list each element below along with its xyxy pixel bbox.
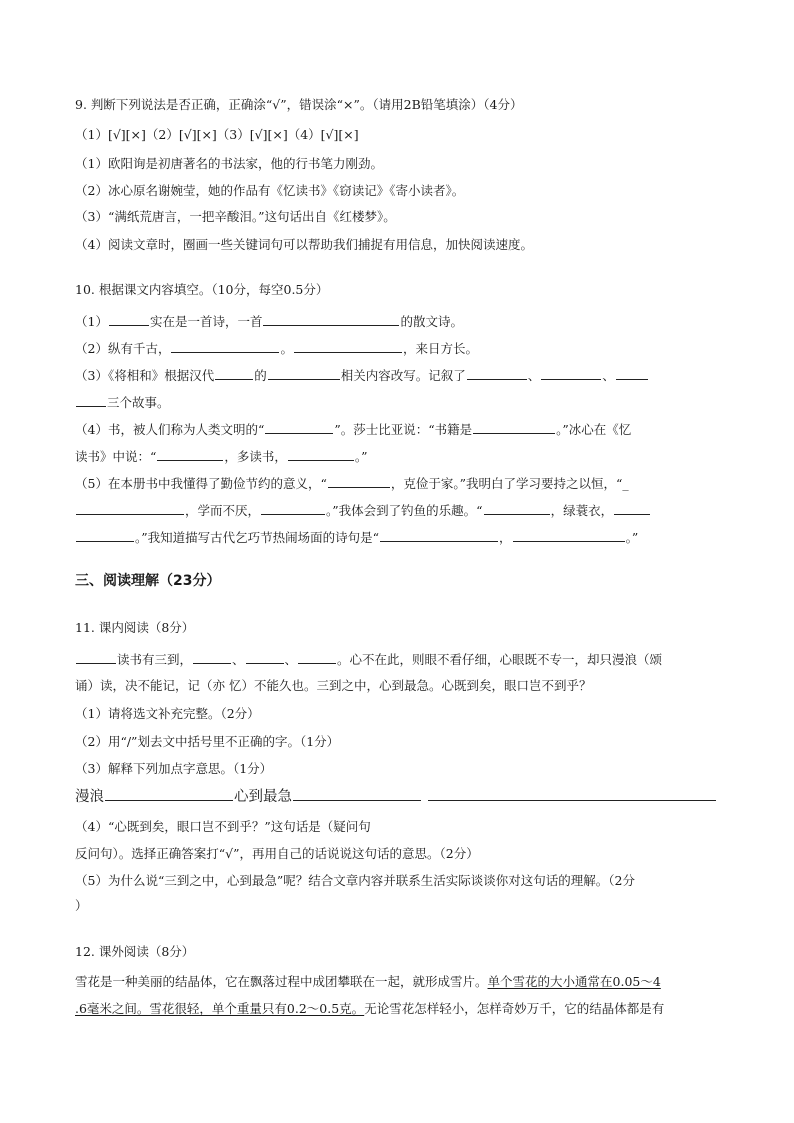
q10-line-9	[75, 528, 638, 547]
q10-line-7	[75, 474, 629, 493]
text: 实在是一首诗，一首	[149, 314, 263, 329]
answer-blank[interactable]	[473, 420, 555, 434]
text: 三个故事。	[107, 395, 170, 410]
q10-stem: 10. 根据课文内容填空。（10分，每空0.5分）	[75, 282, 329, 297]
exam-page	[75, 0, 725, 1123]
q9-answer-row: （1）[√][×]（2）[√][×]（3）[√][×]（4）[√][×]	[75, 127, 359, 142]
answer-blank[interactable]	[293, 787, 421, 801]
text: 、	[232, 652, 245, 667]
text: 相关内容改写。记叙了	[340, 368, 466, 383]
text: （3）《将相和》根据汉代	[75, 368, 215, 383]
text: 。”	[354, 449, 368, 464]
answer-blank[interactable]	[76, 528, 134, 542]
answer-blank[interactable]	[76, 501, 184, 515]
q11-stem: 11. 课内阅读（8分）	[75, 620, 195, 635]
q10-line-3	[75, 366, 649, 385]
answer-blank[interactable]	[541, 366, 601, 380]
text: ，来日方长。	[402, 341, 478, 356]
text: （1）	[75, 314, 108, 329]
answer-blank[interactable]	[380, 528, 498, 542]
answer-blank[interactable]	[171, 339, 279, 353]
answer-blank[interactable]	[246, 650, 284, 664]
q9-item-4: （4）阅读文章时，圈画一些关键词句可以帮助我们捕捉有用信息，加快阅读速度。	[75, 237, 533, 252]
answer-blank[interactable]	[263, 312, 399, 326]
q10-line-8	[75, 501, 651, 520]
text: 雪花是一种美丽的结晶体，它在飘落过程中成团攀联在一起，就形成雪片。	[75, 974, 488, 989]
answer-blank[interactable]	[467, 366, 527, 380]
q11-word-line	[75, 787, 717, 806]
answer-blank[interactable]	[105, 787, 233, 801]
text: ，克俭于家。”我明白了学习要持之以恒，“_	[390, 476, 629, 491]
text: 无论雪花怎样轻小，怎样奇妙万千，它的结晶体都是有	[364, 1001, 665, 1016]
text: （4）书，被人们称为人类文明的“	[75, 422, 265, 437]
text: 。”我体会到了钓鱼的乐趣。“	[326, 503, 483, 518]
answer-blank[interactable]	[616, 366, 648, 380]
answer-blank[interactable]	[265, 420, 333, 434]
text: （5）在本册书中我懂得了勤俭节约的意义，“	[75, 476, 327, 491]
q9-item-1: （1）欧阳询是初唐著名的书法家，他的行书笔力刚劲。	[75, 156, 383, 171]
text: ，绿蓑衣，	[550, 503, 614, 518]
answer-blank[interactable]	[298, 650, 336, 664]
word-manlang: 漫浪	[75, 789, 104, 805]
q10-line-5	[75, 420, 631, 439]
q11-sub-4b: 反问句）。选择正确答案打“√”，再用自己的话说说这句话的意思。（2分）	[75, 846, 479, 861]
answer-blank[interactable]	[157, 447, 223, 461]
answer-blank[interactable]	[268, 366, 340, 380]
text: 、	[284, 652, 298, 667]
underlined-text: .6毫米之间。雪花很轻，单个重量只有0.2～0.5克。	[75, 1001, 365, 1016]
answer-blank[interactable]	[328, 474, 390, 488]
answer-blank[interactable]	[76, 393, 106, 407]
text: 读书有三到，	[117, 652, 193, 667]
q10-line-1	[75, 312, 463, 331]
word-xindaozuiji: 心到最急	[234, 789, 292, 805]
text: 读书》中说：“	[75, 449, 157, 464]
q9-stem: 9. 判断下列说法是否正确，正确涂“√”，错误涂“×”。（请用2B铅笔填涂）（4分）	[75, 97, 523, 112]
text: ，学而不厌，	[185, 503, 261, 518]
text: 。”我知道描写古代乞巧节热闹场面的诗句是“	[135, 530, 380, 545]
q11-sub-5a: （5）为什么说“三到之中，心到最急”呢？结合文章内容并联系生活实际谈谈你对这句话的理解。（2分	[75, 873, 635, 888]
text: 的	[254, 368, 267, 383]
answer-blank[interactable]	[261, 501, 325, 515]
q11-sub-2: （2）用“/”划去文中括号里不正确的字。（1分）	[75, 734, 340, 749]
answer-blank[interactable]	[484, 501, 550, 515]
answer-blank[interactable]	[109, 312, 149, 326]
q11-passage-1	[75, 650, 662, 669]
answer-blank[interactable]	[294, 339, 402, 353]
answer-blank[interactable]	[76, 650, 116, 664]
underlined-text: 单个雪花的大小通常在0.05～4	[487, 974, 661, 989]
q11-sub-4a: （4）“心既到矣，眼口岂不到乎？”这句话是（疑问句	[75, 819, 371, 834]
text: 。”	[625, 530, 639, 545]
text: ”。莎士比亚说：“书籍是	[334, 422, 473, 437]
q12-passage-2	[75, 1000, 664, 1018]
answer-blank[interactable]	[193, 650, 231, 664]
q11-passage-2: 诵）读，决不能记，记（亦 忆）不能久也。三到之中，心到最急。心既到矣，眼口岂不到乎？	[75, 678, 592, 693]
text: 。	[280, 341, 293, 356]
text: 。心不在此，则眼不看仔细，心眼既不专一，却只漫浪（颂	[337, 652, 663, 667]
answer-blank[interactable]	[614, 501, 650, 515]
q11-sub-1: （1）请将选文补充完整。（2分）	[75, 706, 260, 721]
q9-item-3: （3）“满纸荒唐言，一把辛酸泪。”这句话出自《红楼梦》。	[75, 209, 396, 224]
answer-blank[interactable]	[288, 447, 354, 461]
q10-line-4	[75, 393, 170, 412]
text: （2）纵有千古，	[75, 341, 171, 356]
q10-line-2	[75, 339, 478, 358]
q11-sub-3: （3）解释下列加点字意思。（1分）	[75, 761, 273, 776]
text: 。”冰心在《忆	[556, 422, 632, 437]
q12-stem: 12. 课外阅读（8分）	[75, 944, 195, 959]
answer-blank[interactable]	[428, 787, 716, 801]
answer-blank[interactable]	[215, 366, 253, 380]
q12-passage-1	[75, 973, 661, 991]
text: 、	[602, 368, 615, 383]
section-title: 三、阅读理解（23分）	[75, 573, 221, 589]
q9-item-2: （2）冰心原名谢婉莹，她的作品有《忆读书》《窃读记》《寄小读者》。	[75, 183, 465, 198]
answer-blank[interactable]	[513, 528, 625, 542]
text: 、	[527, 368, 541, 383]
q10-line-6	[75, 447, 368, 466]
q11-sub-5b: ）	[75, 898, 88, 913]
text: ，	[499, 530, 512, 545]
text: ，多读书，	[224, 449, 287, 464]
text: 的散文诗。	[400, 314, 463, 329]
